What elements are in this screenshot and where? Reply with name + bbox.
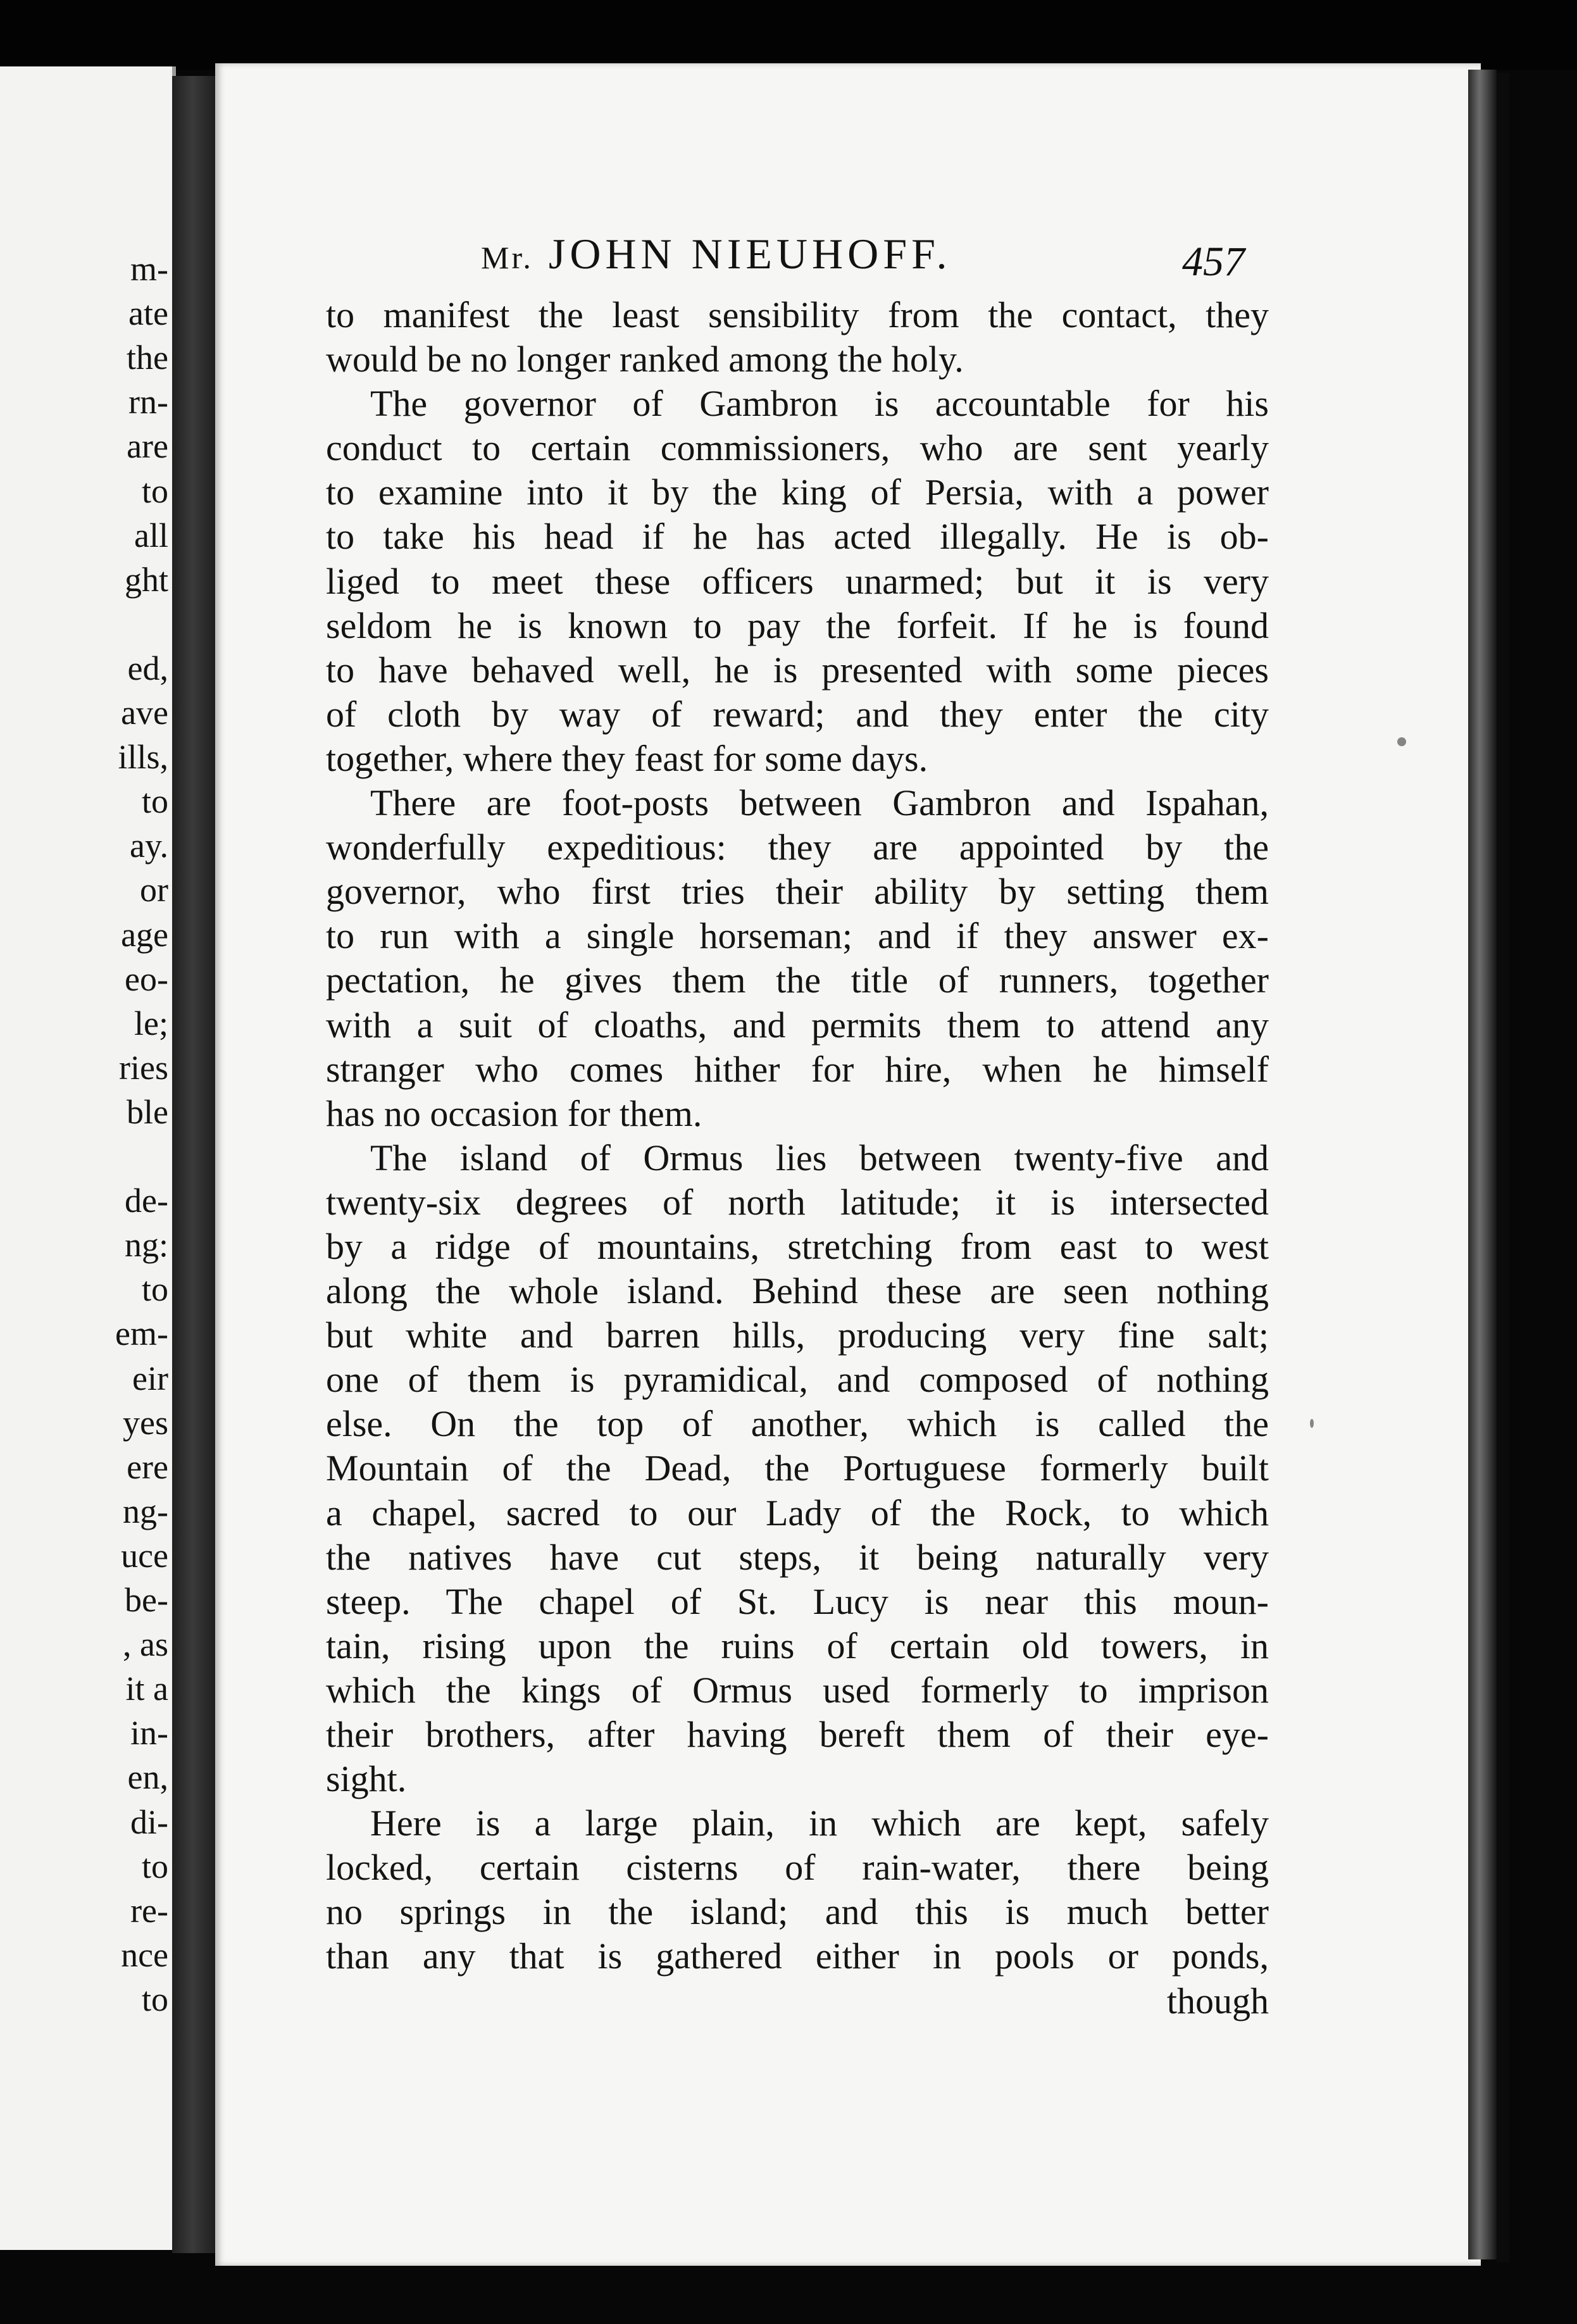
facing-page-fragment: re- (130, 1891, 168, 1930)
text-line: the natives have cut steps, it being naturally very (326, 1536, 1269, 1578)
facing-page-fragment: all (134, 516, 168, 554)
facing-page-fragment: yes (123, 1403, 168, 1442)
text-line: a chapel, sacred to our Lady of the Rock, to which (326, 1492, 1269, 1534)
facing-page-fragment: the (127, 339, 168, 377)
text-line: seldom he is known to pay the forfeit. If he is found (326, 604, 1269, 646)
text-line: tain, rising upon the ruins of certain old towers, in (326, 1625, 1269, 1666)
facing-page-fragment: , as (123, 1625, 168, 1664)
text-line: The governor of Gambron is accountable for his (370, 383, 1269, 425)
text-line: to examine into it by the king of Persia, with a power (326, 472, 1269, 513)
page-edge-dark (1497, 73, 1509, 2263)
text-line: no springs in the island; and this is much better (326, 1891, 1269, 1933)
facing-page-fragment: it a (125, 1670, 168, 1708)
text-line: wonderfully expeditious: they are appointed by the (326, 827, 1269, 868)
text-line: with a suit of cloaths, and permits them to attend any (326, 1004, 1269, 1046)
facing-page-fragment: ate (128, 294, 168, 333)
facing-page-fragment: to (141, 782, 168, 821)
facing-page-fragment: eir (132, 1359, 168, 1397)
text-line: governor, who first tries their ability by setting them (326, 871, 1269, 913)
running-head-title: JOHN NIEUHOFF. (548, 230, 952, 278)
facing-page-fragment: to (141, 1980, 168, 2018)
facing-page-fragment: to (141, 1270, 168, 1309)
text-line: locked, certain cisterns of rain-water, there being (326, 1847, 1269, 1889)
facing-page-fragment: di- (130, 1802, 168, 1841)
facing-page-fragment: in- (130, 1714, 168, 1752)
facing-page-fragment: em- (115, 1315, 168, 1353)
text-line: along the whole island. Behind these are seen nothing (326, 1270, 1269, 1312)
facing-page-fragment: uce (121, 1536, 168, 1575)
text-line: to have behaved well, he is presented with some pieces (326, 649, 1269, 690)
facing-page-fragment: to (141, 1847, 168, 1885)
text-line: twenty-six degrees of north latitude; it is intersected (326, 1181, 1269, 1223)
facing-page-fragment: to (141, 472, 168, 510)
text-line: conduct to certain commissioners, who are sent yearly (326, 427, 1269, 469)
facing-page-fragment: ills, (118, 738, 168, 777)
text-line: has no occasion for them. (326, 1092, 702, 1134)
facing-page-fragment: ng: (124, 1226, 168, 1265)
running-head (481, 229, 951, 279)
facing-page-fragment: ble (127, 1092, 168, 1131)
catchword: though (1166, 1980, 1269, 2021)
facing-page-fragment: de- (125, 1182, 168, 1220)
facing-page-fragment: ng- (123, 1492, 168, 1530)
facing-page-fragment: rn- (128, 383, 168, 422)
text-line: Here is a large plain, in which are kept, safely (370, 1802, 1269, 1844)
facing-page-fragment: ed, (127, 649, 168, 687)
text-line: pectation, he gives them the title of runners, together (326, 959, 1269, 1001)
facing-page-fragment: ght (124, 560, 168, 599)
page-number: 457 (1182, 239, 1245, 285)
text-line: steep. The chapel of St. Lucy is near this moun- (326, 1580, 1269, 1622)
text-line: to take his head if he has acted illegally. He is ob- (326, 516, 1269, 558)
facing-page-fragment: ay. (130, 827, 168, 865)
facing-page-fragment: m- (130, 250, 168, 288)
text-line: sight. (326, 1758, 407, 1800)
text-line: their brothers, after having bereft them of their eye- (326, 1714, 1269, 1755)
facing-page-fragment: eo- (125, 959, 168, 998)
text-line: else. On the top of another, which is called the (326, 1403, 1269, 1445)
facing-page-left (0, 66, 176, 2250)
text-line: together, where they feast for some days. (326, 737, 928, 779)
facing-page-fragment: le; (134, 1004, 168, 1042)
facing-page-fragment: be- (125, 1581, 168, 1619)
scan-background-top (0, 0, 1577, 70)
facing-page-fragment: are (127, 427, 168, 466)
text-line: to manifest the least sensibility from the contact, they (326, 294, 1269, 335)
page-edge-shadow (1468, 70, 1497, 2259)
text-line: The island of Ormus lies between twenty-five and (370, 1137, 1269, 1178)
facing-page-fragment: age (121, 915, 168, 954)
text-line: There are foot-posts between Gambron and Ispahan, (370, 782, 1269, 824)
text-line: which the kings of Ormus used formerly to imprison (326, 1669, 1269, 1711)
text-line: liged to meet these officers unarmed; but it is very (326, 560, 1269, 602)
running-head-prefix: Mr. (481, 240, 533, 275)
text-line: Mountain of the Dead, the Portuguese formerly built (326, 1447, 1269, 1489)
body-text (326, 293, 1269, 2023)
facing-page-fragment: nce (121, 1935, 168, 1974)
text-line: than any that is gathered either in pools or ponds, (326, 1935, 1269, 1977)
ink-speck (1397, 737, 1406, 746)
text-line: by a ridge of mountains, stretching from east to west (326, 1225, 1269, 1267)
text-line: one of them is pyramidical, and composed of nothing (326, 1359, 1269, 1401)
facing-page-fragment: ave (121, 694, 168, 732)
ink-speck (1310, 1419, 1314, 1428)
text-line: would be no longer ranked among the holy. (326, 339, 964, 380)
facing-page-fragment: or (140, 871, 168, 909)
facing-page-fragment: ere (127, 1447, 168, 1486)
text-line: stranger who comes hither for hire, when he himself (326, 1048, 1269, 1090)
text-line: but white and barren hills, producing very fine salt; (326, 1315, 1269, 1356)
facing-page-fragment: en, (127, 1758, 168, 1797)
text-line: to run with a single horseman; and if they answer ex- (326, 915, 1269, 957)
facing-page-fragment: ries (119, 1048, 168, 1087)
text-line: of cloth by way of reward; and they enter the city (326, 693, 1269, 735)
